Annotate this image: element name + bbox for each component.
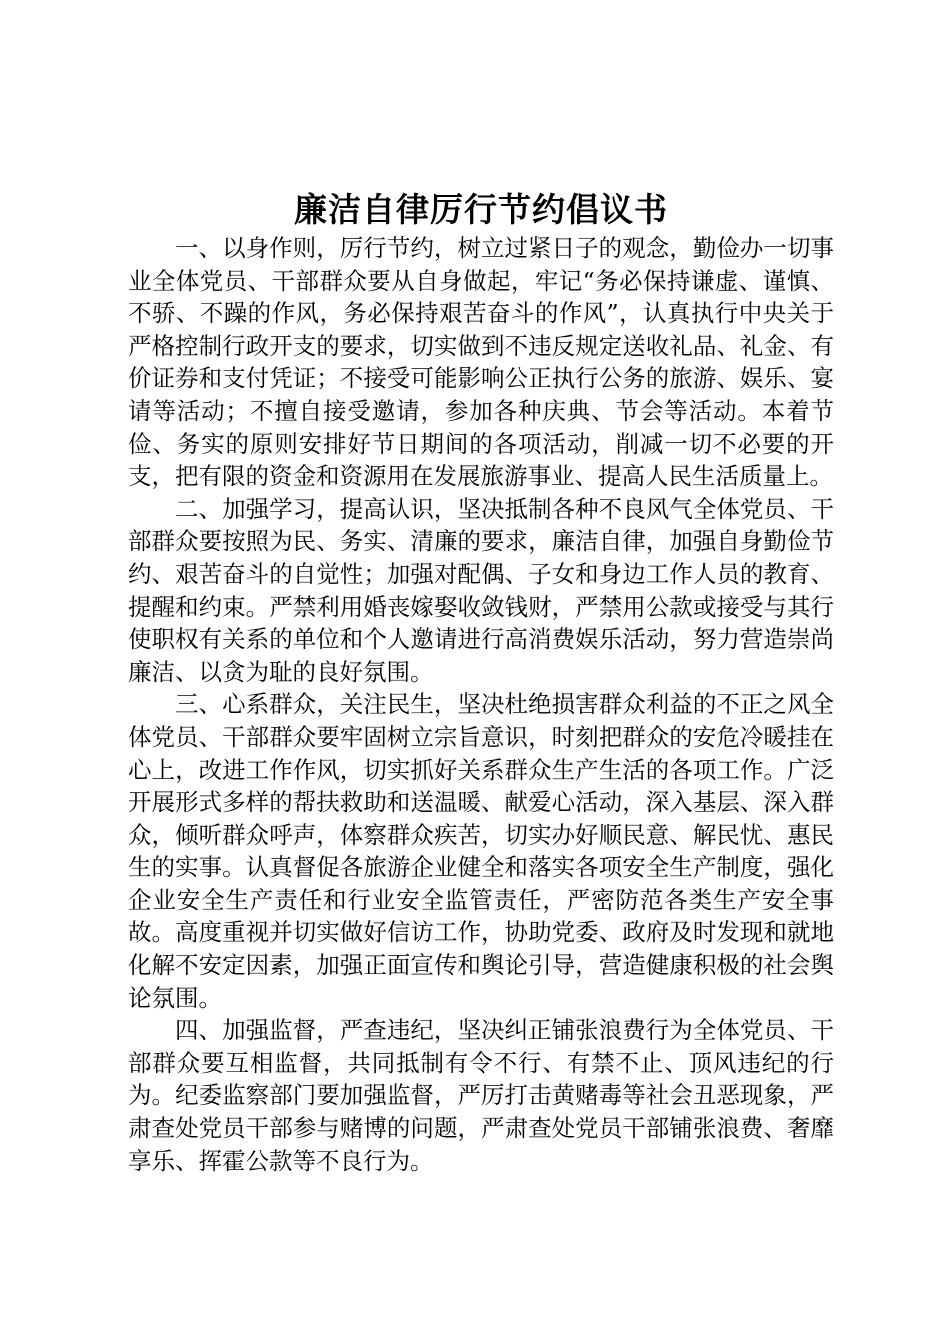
paragraph-2: 二、加强学习，提高认识，坚决抵制各种不良风气全体党员、干部群众要按照为民、务实、清廉的要求，廉洁自律，加强自身勤俭节约、艰苦奋斗的自觉性；加强对配偶、子女和身边工作人员的教育、提醒和约束。严禁利用婚丧嫁娶收敛钱财，严禁用公款或接受与其行使职权有关系的单位和个人邀请进行高消费娱乐活动，努力营造崇尚廉洁、以贪为耻的良好氛围。	[128, 494, 834, 686]
paragraph-4: 四、加强监督，严查违纪，坚决纠正铺张浪费行为全体党员、干部群众要互相监督，共同抵制有令不行、有禁不止、顶风违纪的行为。纪委监察部门要加强监督，严厉打击黄赌毒等社会丑恶现象，严肃查处党员干部参与赌博的问题，严肃查处党员干部铺张浪费、奢靡享乐、挥霍公款等不良行为。	[128, 1016, 834, 1175]
document-title: 廉洁自律厉行节约倡议书	[294, 190, 668, 229]
paragraph-1: 一、以身作则，厉行节约，树立过紧日子的观念，勤俭办一切事业全体党员、干部群众要从自身做起，牢记“务必保持谦虚、谨慎、不骄、不躁的作风，务必保持艰苦奋斗的作风”，认真执行中央关于严格控制行政开支的要求，切实做到不违反规定送收礼品、礼金、有价证券和支付凭证；不接受可能影响公正执行公务的旅游、娱乐、宴请等活动；不擅自接受邀请，参加各种庆典、节会等活动。本着节俭、务实的原则安排好节日期间的各项活动，削减一切不必要的开支，把有限的资金和资源用在发展旅游事业、提高人民生活质量上。	[128, 234, 834, 491]
paragraph-3: 三、心系群众，关注民生，坚决杜绝损害群众利益的不正之风全体党员、干部群众要牢固树立宗旨意识，时刻把群众的安危冷暖挂在心上，改进工作作风，切实抓好关系群众生产生活的各项工作。广泛开展形式多样的帮扶救助和送温暖、献爱心活动，深入基层、深入群众，倾听群众呼声，体察群众疾苦，切实办好顺民意、解民忧、惠民生的实事。认真督促各旅游企业健全和落实各项安全生产制度，强化企业安全生产责任和行业安全监管责任，严密防范各类生产安全事故。高度重视并切实做好信访工作，协助党委、政府及时发现和就地化解不安定因素，加强正面宣传和舆论引导，营造健康积极的社会舆论氛围。	[128, 690, 834, 1012]
document-page	[128, 188, 834, 1177]
